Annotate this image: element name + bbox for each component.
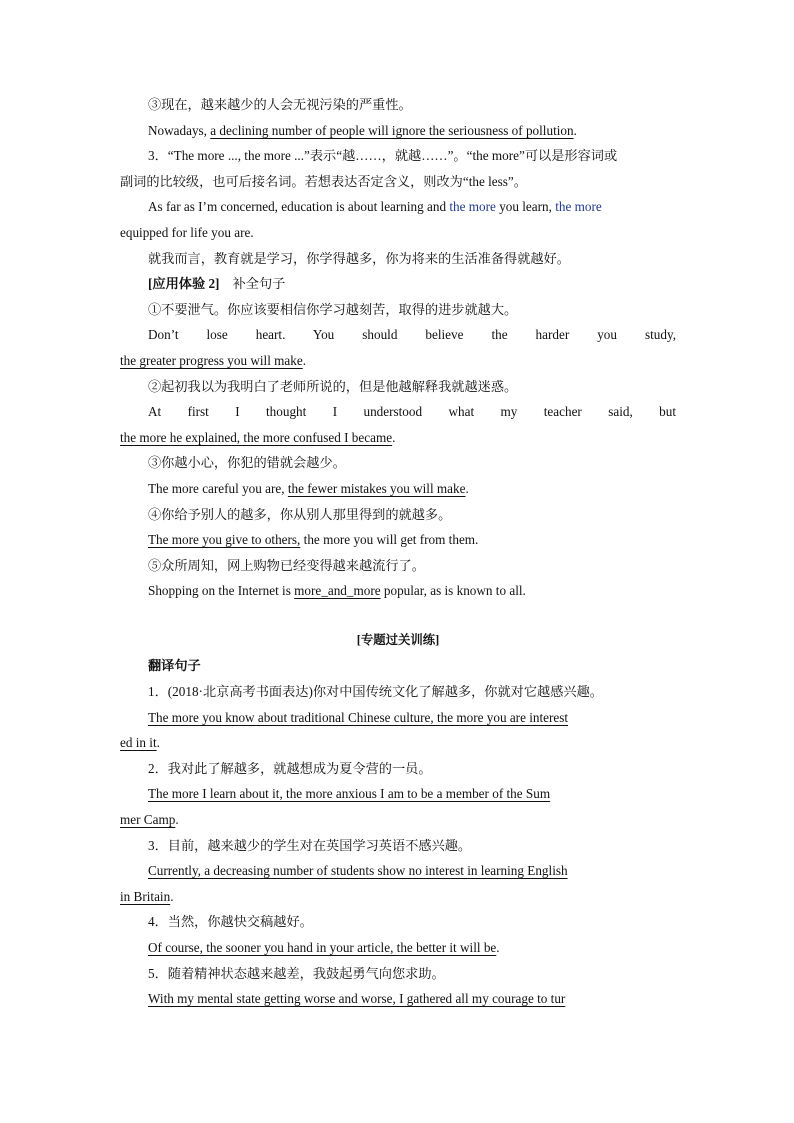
text: the more you will get from them.: [300, 532, 479, 548]
text: 2．我对此了解越多，就越想成为夏令营的一员。: [148, 760, 432, 776]
practice-2-heading: [120, 271, 676, 297]
practice-item-3-zh: [120, 450, 676, 476]
answer-blank: The more I learn about it, the more anxious I am to be a member of the Sum: [148, 786, 551, 802]
text: 4．当然，你越快交稿越好。: [148, 914, 313, 930]
highlight-phrase: the more: [555, 199, 602, 215]
text: 副词的比较级，也可后接名词。若想表达否定含义，则改为“the less”。: [120, 173, 527, 189]
section-title: [专题过关训练]: [356, 632, 440, 647]
text: 补全句子: [219, 276, 286, 292]
practice-item-1-zh: [120, 297, 676, 323]
practice-item-2-zh: [120, 374, 676, 400]
question-1: [120, 679, 676, 705]
answer-1-line-2: [120, 730, 676, 756]
question-4: [120, 909, 676, 935]
rule-3-line-1: [120, 143, 676, 169]
answer-2-line-1: [120, 781, 676, 807]
highlight-phrase: the more: [449, 199, 496, 215]
text: ①不要泄气。你应该要相信你学习越刻苦，取得的进步就越大。: [148, 301, 518, 317]
question-2: [120, 756, 676, 782]
text: Shopping on the Internet is: [148, 583, 295, 599]
text: 1．(2018·北京高考书面表达)你对中国传统文化了解越多，你就对它越感兴趣。: [148, 684, 603, 700]
text: ④你给予别人的越多，你从别人那里得到的就越多。: [148, 506, 452, 522]
rule-3-line-2: [120, 169, 676, 195]
answer-4: [120, 935, 676, 961]
text: .: [170, 888, 174, 904]
text: .: [156, 735, 160, 751]
practice-item-1-answer: [120, 348, 676, 374]
answer-blank: a declining number of people will ignore the seriousness of pollution: [210, 122, 574, 138]
text: popular, as is known to all.: [380, 583, 526, 599]
text: ②起初我以为我明白了老师所说的，但是他越解释我就越迷惑。: [148, 378, 518, 394]
answer-blank: the more he explained, the more confused I became: [120, 429, 393, 445]
sub-title: 翻译句子: [148, 658, 201, 674]
rule-3-example-zh: [120, 246, 676, 272]
answer-blank: the fewer mistakes you will make: [287, 480, 466, 496]
text: At first I thought I understood what my teacher said, but: [148, 404, 676, 420]
answer-2-line-2: [120, 807, 676, 833]
practice-item-3-en: [120, 476, 676, 502]
text: 3．目前，越来越少的学生对在英国学习英语不感兴趣。: [148, 837, 472, 853]
text: you learn,: [495, 199, 556, 215]
answer-blank: With my mental state getting worse and worse, I gathered all my courage to tur: [148, 991, 566, 1007]
document-page: [120, 92, 676, 1012]
question-5: [120, 961, 676, 987]
question-3: [120, 833, 676, 859]
practice-item-2-answer: [120, 425, 676, 451]
answer-blank: Of course, the sooner you hand in your article, the better it will be: [148, 940, 497, 955]
answer-blank: Currently, a decreasing number of students show no interest in learning English: [148, 863, 568, 879]
answer-blank: mer Camp: [120, 812, 176, 828]
spacer: [120, 604, 676, 628]
text: .: [302, 352, 307, 368]
answer-blank: more_and_more: [294, 583, 381, 599]
text: .: [465, 480, 469, 496]
text: Nowadays,: [148, 122, 211, 138]
answer-blank: The more you give to others,: [148, 532, 301, 548]
answer-1-line-1: [120, 705, 676, 731]
answer-blank: ed in it: [120, 735, 157, 751]
text: ⑤众所周知，网上购物已经变得越来越流行了。: [148, 557, 425, 573]
text: 就我而言，教育就是学习，你学得越多，你为将来的生活准备得就越好。: [148, 250, 570, 266]
text: Don’t lose heart. You should believe the harder you study,: [148, 327, 676, 343]
answer-blank: the greater progress you will make: [120, 352, 303, 368]
rule-3-example-en-cont: [120, 220, 676, 246]
practice-item-5-zh: [120, 553, 676, 579]
answer-3-line-1: [120, 858, 676, 884]
practice-item-5-en: [120, 578, 676, 604]
rule-3-example-en: [120, 194, 676, 220]
text: 5．随着精神状态越来越差，我鼓起勇气向您求助。: [148, 965, 445, 981]
answer-5: [120, 986, 676, 1012]
example-3-english: [120, 118, 676, 144]
practice-item-4-zh: [120, 502, 676, 528]
text: equipped for life you are.: [120, 224, 254, 240]
text: ③你越小心，你犯的错就会越少。: [148, 455, 346, 471]
practice-item-2-en: [120, 399, 676, 425]
text: .: [392, 429, 396, 445]
practice-label: [应用体验 2]: [148, 276, 220, 292]
practice-item-4-en: [120, 527, 676, 553]
text: The more careful you are,: [148, 480, 288, 496]
text: .: [175, 812, 179, 828]
text: .: [573, 122, 577, 138]
answer-blank: The more you know about traditional Chinese culture, the more you are interest: [148, 709, 569, 725]
text: .: [496, 940, 500, 955]
text: 3．“The more ..., the more ...”表示“越……，就越……”。“the more”可以是形容词或: [148, 148, 618, 164]
text: As far as I’m concerned, education is about learning and: [148, 199, 450, 215]
text: ③现在，越来越少的人会无视污染的严重性。: [148, 97, 412, 112]
practice-item-1-en: [120, 322, 676, 348]
answer-3-line-2: [120, 884, 676, 910]
example-3-chinese: [120, 92, 676, 118]
answer-blank: in Britain: [120, 888, 171, 904]
